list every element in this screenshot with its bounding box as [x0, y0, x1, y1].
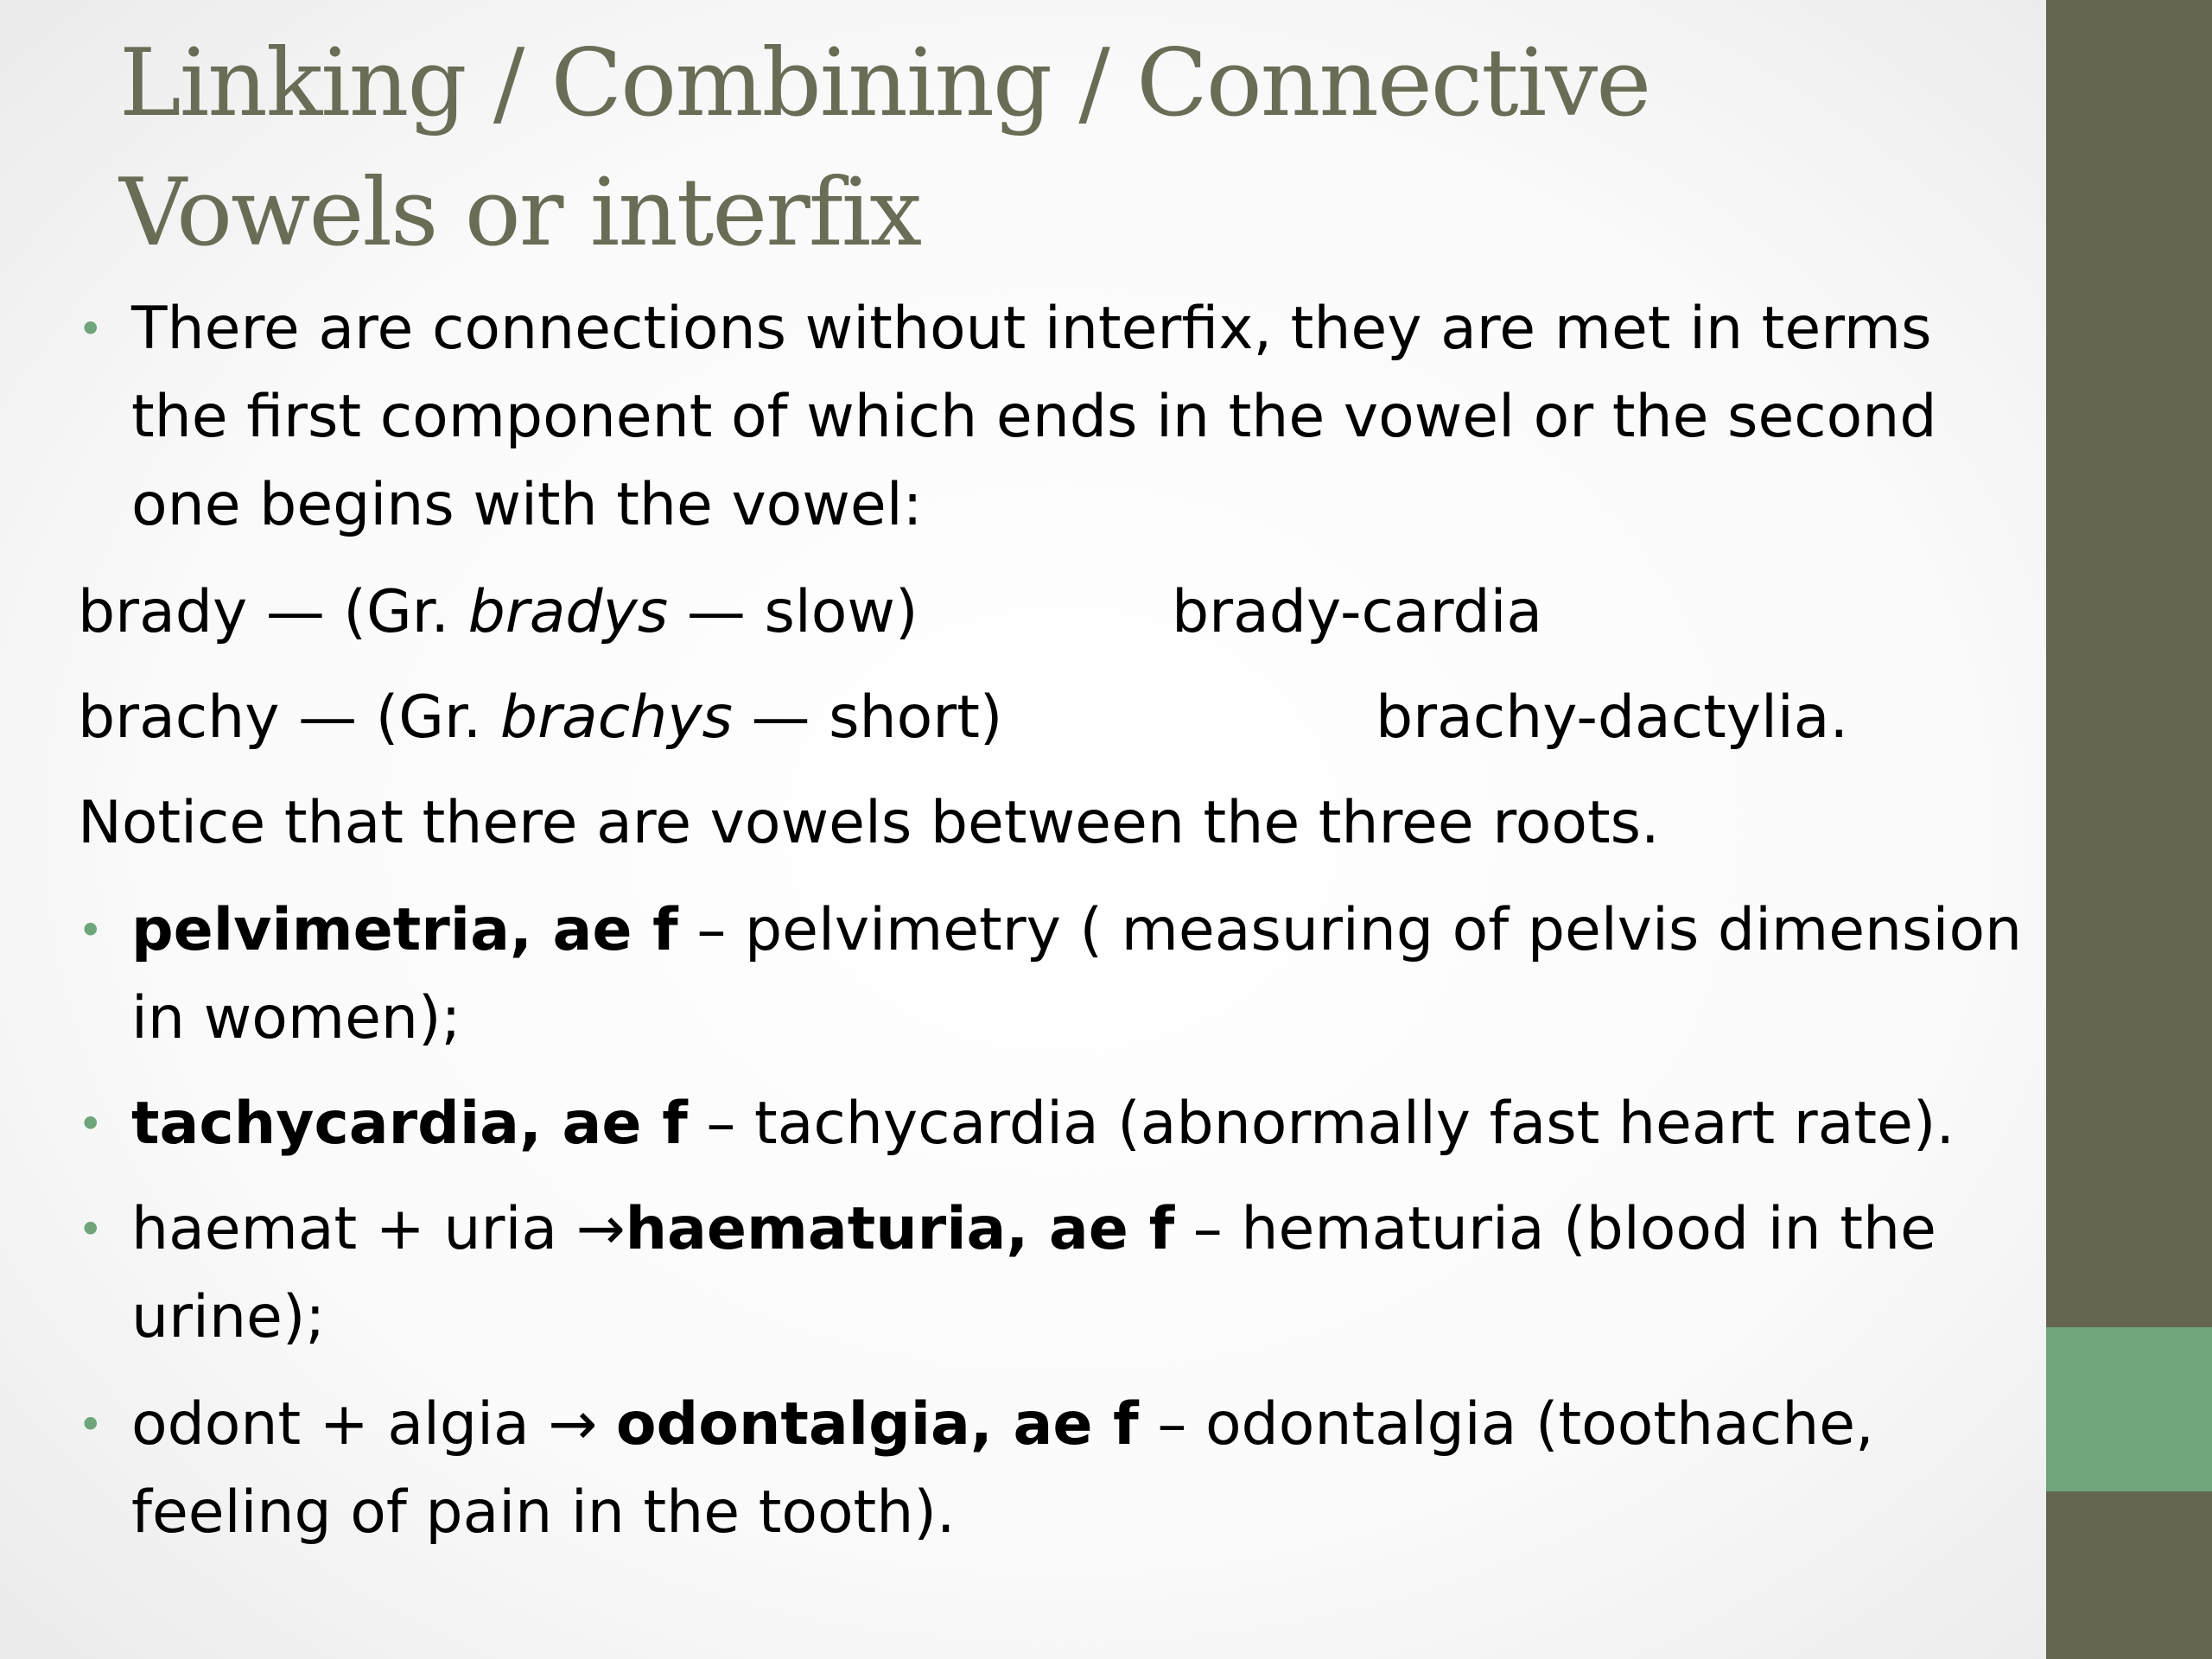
- term-derivation: haemat + uria →: [131, 1195, 626, 1263]
- slide-title: [119, 19, 1986, 278]
- example-compound-brachy: brachy-dactylia.: [1376, 683, 1849, 752]
- title-line-1: Linking / Combining / Connective: [119, 29, 1650, 137]
- example-suffix: — slow): [668, 578, 918, 646]
- example-row-brady: [78, 569, 918, 657]
- term-definition: – odontalgia (toothache,: [1138, 1390, 1874, 1459]
- term-bold: haematuria, ae f: [625, 1195, 1175, 1263]
- term-line-2: urine);: [131, 1283, 326, 1351]
- title-line-2: Vowels or interfix: [119, 159, 921, 267]
- term-line-1: [131, 1080, 2032, 1168]
- example-term: bradys: [467, 578, 669, 646]
- bullet-dot: •: [78, 906, 104, 956]
- example-prefix: brachy — (Gr.: [78, 683, 500, 752]
- term-bold: odontalgia, ae f: [615, 1390, 1139, 1459]
- intro-line-1: There are connections without interfix, they are met in terms: [131, 295, 1932, 363]
- intro-line-3: one begins with the vowel:: [131, 471, 923, 539]
- bullet-dot: •: [78, 1099, 104, 1149]
- term-definition: – pelvimetry ( measuring of pelvis dimension: [677, 896, 2023, 964]
- example-compound-brady: brady-cardia: [1172, 578, 1543, 646]
- term-line-2: feeling of pain in the tooth).: [131, 1478, 956, 1547]
- term-derivation: odont + algia →: [131, 1390, 616, 1459]
- term-bold: tachycardia, ae f: [131, 1090, 688, 1158]
- example-suffix: — short): [732, 683, 1003, 752]
- intro-line-2: the first component of which ends in the vowel or the second: [131, 383, 1937, 451]
- term-line-1: [131, 1185, 2032, 1274]
- term-line-2: in women);: [131, 984, 461, 1052]
- example-row-brachy: [78, 674, 1002, 762]
- notice-text: Notice that there are vowels between the three roots.: [78, 789, 1660, 857]
- example-term: brachys: [499, 683, 733, 752]
- term-line-1: [131, 887, 2032, 975]
- bullet-dot: •: [78, 1400, 104, 1450]
- sidebar-accent-block: [2046, 1327, 2212, 1491]
- term-definition: – tachycardia (abnormally fast heart rate).: [687, 1090, 1955, 1158]
- term-bold: pelvimetria, ae f: [131, 896, 678, 964]
- term-line-1: [131, 1381, 2032, 1469]
- example-prefix: brady — (Gr.: [78, 578, 468, 646]
- bullet-dot: •: [78, 1205, 104, 1255]
- bullet-dot: •: [78, 304, 104, 354]
- term-definition: – hematuria (blood in the: [1174, 1195, 1936, 1263]
